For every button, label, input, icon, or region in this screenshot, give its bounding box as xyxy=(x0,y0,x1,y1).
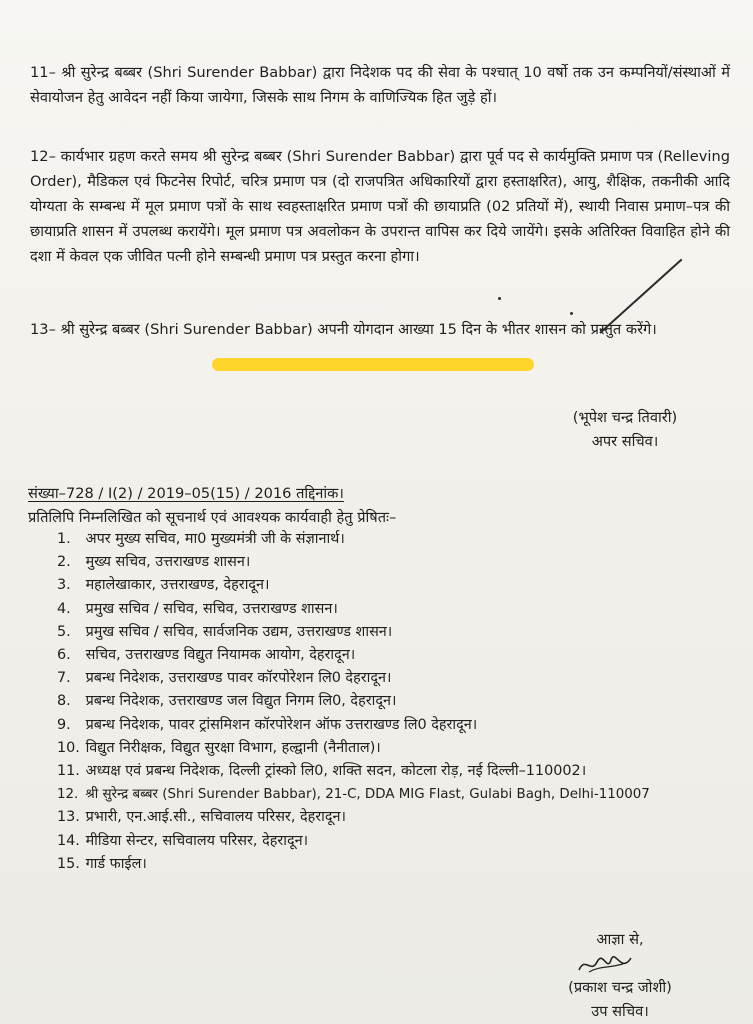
copy-list xyxy=(57,528,737,876)
handwritten-signature-icon xyxy=(575,952,635,978)
ink-dot xyxy=(570,312,573,315)
list-item: 4. प्रमुख सचिव / सचिव, सचिव, उत्तराखण्ड शासन। xyxy=(57,600,338,617)
list-item: 13. प्रभारी, एन.आई.सी., सचिवालय परिसर, देहरादून। xyxy=(57,809,346,826)
list-item: 15. गार्ड फाईल। xyxy=(57,855,147,872)
highlighter-mark xyxy=(212,358,534,371)
list-item: 2. मुख्य सचिव, उत्तराखण्ड शासन। xyxy=(57,554,251,571)
list-item: 12. श्री सुरेन्द्र बब्बर (Shri Surender Babbar), 21-C, DDA MIG Flast, Gulabi Bagh, Delhi-110007 xyxy=(57,787,650,803)
paragraph-13: 13– श्री सुरेन्द्र बब्बर (Shri Surender Babbar) अपनी योगदान आख्या 15 दिन के भीतर शासन को प्रस्तुत करेंगे। xyxy=(30,321,657,338)
paragraph-12: 12– कार्यभार ग्रहण करते समय श्री सुरेन्द्र बब्बर (Shri Surender Babbar) द्वारा पूर्व पद से कार्यमुक्ति प्रमाण पत्र (Relleving Order), मैडिकल एवं फिटनेस रिपोर्ट, चरित्र प्रमाण पत्र (दो राजपत्रित अधिकारियों द्वारा हस्ताक्षरित), आयु, शैक्षिक, तकनीकी आदि योग्यता के सम्बन्ध में मूल प्रमाण पत्रों के साथ स्वहस्ताक्षरित प्रमाण पत्रों की छायाप्रति (02 प्रतियों में), स्थायी निवास प्रमाण–पत्र की छायाप्रति शासन में उपलब्ध करायेंगे। मूल प्रमाण पत्र अवलोकन के उपरान्त वापिस कर दिये जायेंगे। इसके अतिरिक्त विवाहित होने की दशा में केवल एक जीवित पत्नी होने सम्बन्धी प्रमाण पत्र प्रस्तुत करना होगा। xyxy=(30,148,730,265)
ink-dot xyxy=(498,297,501,300)
list-item: 9. प्रबन्ध निदेशक, पावर ट्रांसमिशन कॉरपोरेशन ऑफ उत्तराखण्ड लि0 देहरादून। xyxy=(57,716,478,733)
list-item: 10. विद्युत निरीक्षक, विद्युत सुरक्षा विभाग, हल्द्वानी (नैनीताल)। xyxy=(57,739,381,756)
order-line: आज्ञा से, xyxy=(596,931,644,948)
copy-heading: प्रतिलिपि निम्नलिखित को सूचनार्थ एवं आवश्यक कार्यवाही हेतु प्रेषितः– xyxy=(28,509,397,526)
signatory-designation: अपर सचिव। xyxy=(591,433,659,450)
list-item: 8. प्रबन्ध निदेशक, उत्तराखण्ड जल विद्युत निगम लि0, देहरादून। xyxy=(57,693,397,710)
list-item: 5. प्रमुख सचिव / सचिव, सार्वजनिक उद्यम, उत्तराखण्ड शासन। xyxy=(57,623,393,640)
reference-number: संख्या–728 / I(2) / 2019–05(15) / 2016 तद्दिनांक। xyxy=(28,485,344,502)
list-item: 6. सचिव, उत्तराखण्ड विद्युत नियामक आयोग, देहरादून। xyxy=(57,647,356,664)
signature-block-1 xyxy=(540,406,710,454)
list-item: 11. अध्यक्ष एवं प्रबन्ध निदेशक, दिल्ली ट्रांस्को लि0, शक्ति सदन, कोटला रोड़, नई दिल्ली–110002। xyxy=(57,763,587,780)
signatory-designation: उप सचिव। xyxy=(591,1003,649,1020)
list-item: 3. महालेखाकार, उत्तराखण्ड, देहरादून। xyxy=(57,577,270,594)
signatory-name: (भूपेश चन्द्र तिवारी) xyxy=(572,409,678,426)
list-item: 7. प्रबन्ध निदेशक, उत्तराखण्ड पावर कॉरपोरेशन लि0 देहरादून। xyxy=(57,670,392,687)
paragraph-11: 11– श्री सुरेन्द्र बब्बर (Shri Surender Babbar) द्वारा निदेशक पद की सेवा के पश्चात् 10 वर्षो तक उन कम्पनियों/संस्थाओं में सेवायोजन हेतु आवेदन नहीं किया जायेगा, जिसके साथ निगम के वाणिज्यिक हित जुड़े हों। xyxy=(30,64,730,106)
list-item: 1. अपर मुख्य सचिव, मा0 मुख्यमंत्री जी के संज्ञानार्थ। xyxy=(57,531,345,547)
signatory-name: (प्रकाश चन्द्र जोशी) xyxy=(568,979,672,996)
list-item: 14. मीडिया सेन्टर, सचिवालय परिसर, देहरादून। xyxy=(57,832,309,849)
